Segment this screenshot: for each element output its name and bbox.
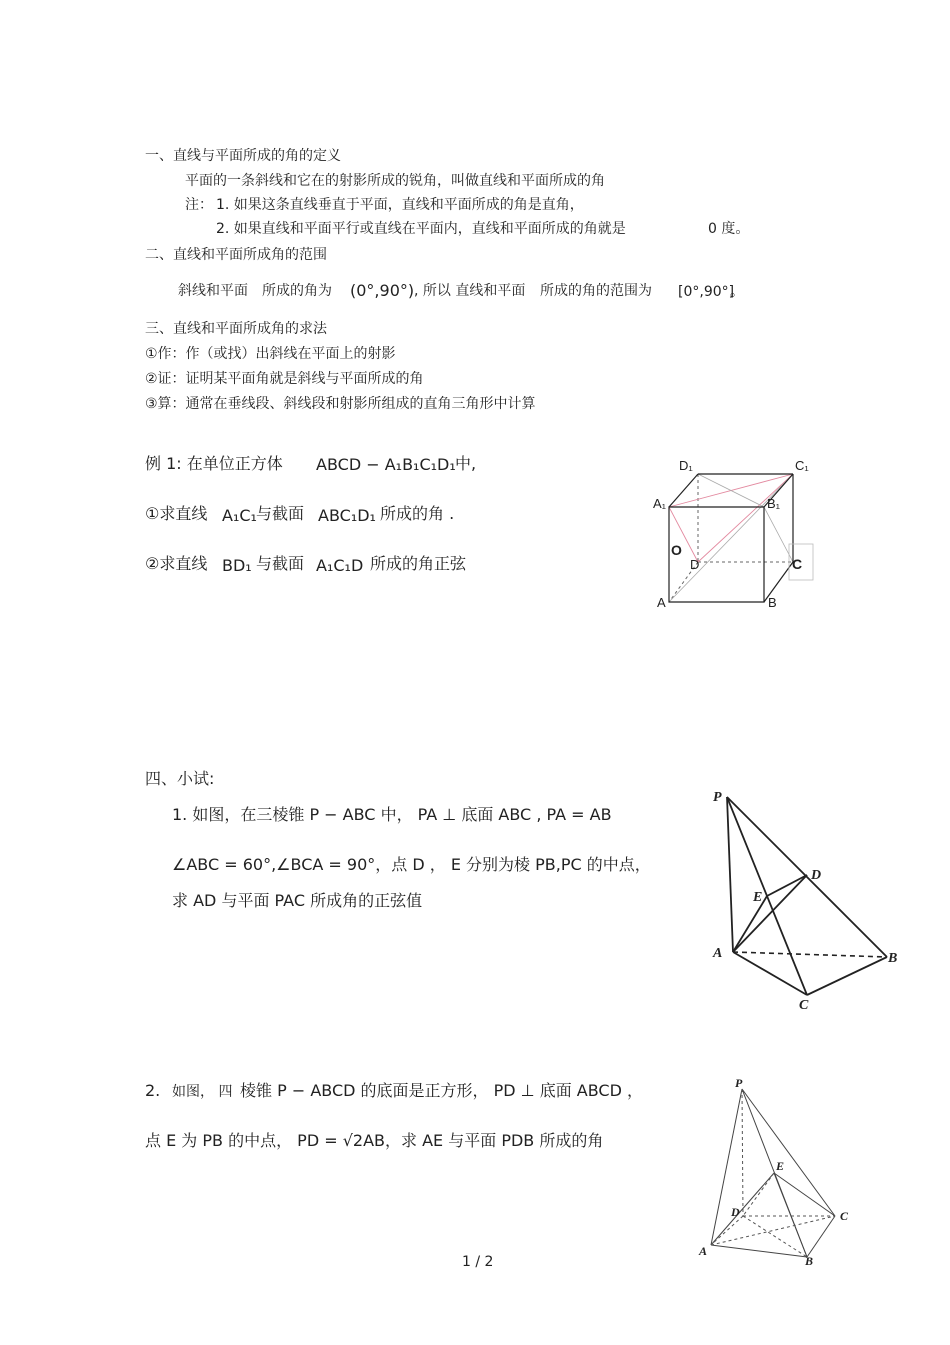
- pyramid-label-e: E: [776, 1159, 785, 1173]
- cube-label-c1: C₁: [795, 458, 809, 473]
- method-step-3: ③算：通常在垂线段、斜线段和射影所组成的直角三角形中计算: [145, 396, 536, 412]
- tetra-label-e: E: [753, 890, 763, 905]
- pyramid-label-a: A: [699, 1244, 708, 1258]
- section1-definition: 平面的一条斜线和它在的射影所成的锐角，叫做直线和平面所成的角: [185, 173, 605, 189]
- open-range: (0°,90°): [350, 281, 415, 300]
- pyramid-figure: [695, 1075, 865, 1270]
- tetrahedron-figure: [705, 785, 905, 1015]
- tetra-label-c: C: [799, 998, 809, 1013]
- cube-label-a1: A₁: [653, 496, 667, 511]
- range-line-after: , 所以 直线和平面: [414, 283, 526, 299]
- section4-heading: 四、小试:: [145, 769, 215, 788]
- pyramid-label-p: P: [735, 1076, 743, 1090]
- tetra-label-a: A: [713, 946, 723, 961]
- note-2: 2. 如果直线和平面平行或直线在平面内，直线和平面所成的角就是: [216, 221, 626, 237]
- note-1: 1. 如果这条直线垂直于平面，直线和平面所成的角是直角，: [216, 197, 584, 213]
- problem1-line2: ∠ABC = 60°,∠BCA = 90°，点 D ， E 分别为棱 PB,PC 的中点，: [172, 855, 651, 874]
- tetra-label-d: D: [811, 868, 822, 883]
- section2-heading: 二、直线和平面所成角的范围: [145, 247, 327, 263]
- q2-mid: 与截面: [256, 554, 305, 573]
- cube-figure: [645, 452, 825, 617]
- range-line-start: 斜线和平面: [178, 283, 248, 299]
- problem2-line1: 棱锥 P − ABCD 的底面是正方形， PD ⊥ 底面 ABCD ，: [240, 1081, 644, 1100]
- problem1-line1: 1. 如图，在三棱锥 P − ABC 中， PA ⊥ 底面 ABC , PA = AB: [172, 805, 612, 824]
- q1-plane: ABC₁D₁: [318, 506, 376, 525]
- q1-end: 所成的角 .: [380, 504, 455, 523]
- range-line-end: 所成的角的范围为: [540, 283, 652, 299]
- cube-label-b: B: [768, 595, 777, 610]
- q1-mid: 与截面: [256, 504, 305, 523]
- cube-label-d1: D₁: [679, 458, 693, 473]
- note-2-value: 0 度。: [708, 221, 750, 237]
- q2-end: 所成的角正弦: [370, 554, 467, 573]
- range-period: 。: [730, 284, 744, 300]
- q2-prefix: ②求直线: [145, 554, 208, 573]
- method-step-1: ①作：作（或找）出斜线在平面上的射影: [145, 346, 396, 362]
- pyramid-label-b: B: [805, 1254, 814, 1268]
- pyramid-label-d: D: [731, 1205, 740, 1219]
- section3-heading: 三、直线和平面所成角的求法: [145, 321, 327, 337]
- section1-heading: 一、直线与平面所成的角的定义: [145, 148, 341, 164]
- problem2-number: 2.: [145, 1081, 161, 1100]
- q2-plane: A₁C₁D: [316, 556, 364, 575]
- q2-line: BD₁: [222, 556, 252, 575]
- range-line-mid: 所成的角为: [262, 283, 332, 299]
- cube-label-a: A: [657, 595, 666, 610]
- pyramid-label-c: C: [840, 1209, 849, 1223]
- cube-label-d: D: [690, 557, 700, 572]
- tetra-label-b: B: [888, 951, 898, 966]
- closed-range: [0°,90°]: [678, 284, 735, 300]
- q1-line: A₁C₁: [222, 506, 257, 525]
- cube-label-b1: B₁: [767, 496, 781, 511]
- cube-label-o: O: [671, 542, 682, 558]
- q1-prefix: ①求直线: [145, 504, 208, 523]
- tetra-label-p: P: [713, 790, 722, 805]
- example1-cube: ABCD − A₁B₁C₁D₁: [316, 455, 456, 474]
- cube-label-c: C: [792, 556, 803, 572]
- problem1-line3: 求 AD 与平面 PAC 所成角的正弦值: [172, 891, 423, 910]
- method-step-2: ②证：证明某平面角就是斜线与平面所成的角: [145, 371, 424, 387]
- problem2-line2: 点 E 为 PB 的中点， PD = √2AB，求 AE 与平面 PDB 所成的角: [145, 1131, 604, 1150]
- example1-intro: 例 1: 在单位正方体: [145, 454, 283, 473]
- page-number: 1 / 2: [462, 1254, 494, 1270]
- example1-intro-end: 中,: [455, 454, 477, 473]
- note-label: 注：: [185, 197, 213, 213]
- problem2-small-text: 如图， 四: [172, 1084, 233, 1100]
